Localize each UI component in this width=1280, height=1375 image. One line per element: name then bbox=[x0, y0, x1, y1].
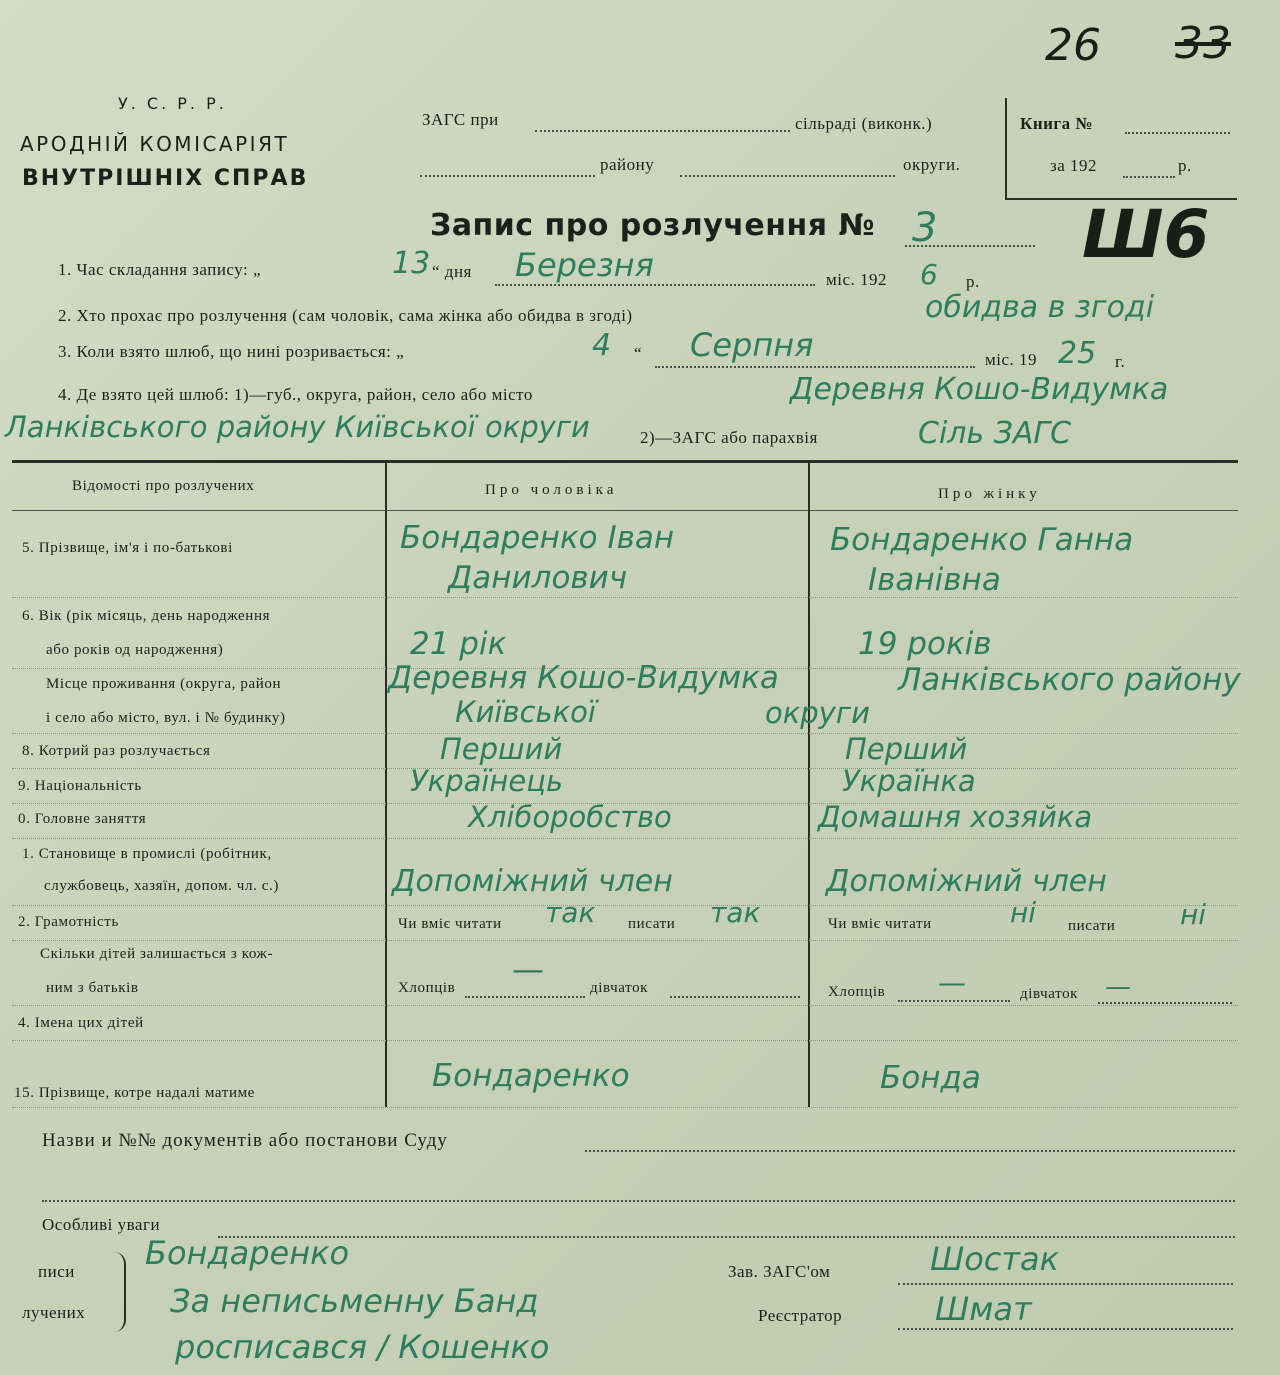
record-number: 3 bbox=[912, 205, 938, 251]
head-label: Зав. ЗАГС'ом bbox=[728, 1262, 831, 1281]
special-notes-line bbox=[218, 1236, 1235, 1238]
field1-month-line bbox=[495, 284, 815, 286]
documents-line-2 bbox=[42, 1200, 1235, 1202]
husband-write-value: так bbox=[710, 896, 761, 929]
row-line bbox=[12, 1005, 1238, 1006]
husband-age: 21 рік bbox=[410, 626, 507, 662]
col-info-header: Відомості про розлучених bbox=[72, 478, 255, 494]
field4-label: 4. Де взято цей шлюб: 1)—губ., округа, район, село або місто bbox=[58, 385, 533, 404]
husband-read-value: так bbox=[545, 896, 596, 929]
row-line bbox=[12, 905, 1238, 906]
registrar-signature: Шмат bbox=[935, 1290, 1032, 1328]
row-line bbox=[12, 733, 1238, 734]
field4-line2: Ланківського району Київської округи bbox=[5, 410, 590, 444]
field1-r: р. bbox=[966, 272, 980, 291]
row6a-label: 6. Вік (рік місяць, день народження bbox=[22, 608, 271, 624]
field4-value: Деревня Кошо-Видумка bbox=[790, 372, 1169, 407]
table-header-bottom bbox=[12, 510, 1238, 511]
wife-read-label: Чи вміє читати bbox=[828, 916, 932, 932]
wife-position: Допоміжний член bbox=[826, 864, 1107, 899]
col-husband-header: Про чоловіка bbox=[485, 482, 618, 498]
husband-name-2: Данилович bbox=[448, 560, 628, 596]
husband-boys-line bbox=[465, 996, 585, 998]
husband-residence-2: Київської bbox=[455, 695, 596, 729]
field1-mis: міс. 192 bbox=[826, 270, 888, 289]
stamp-mark: Ш6 bbox=[1082, 196, 1210, 273]
row12-label: 2. Грамотність bbox=[18, 914, 119, 930]
wife-boys-line bbox=[898, 1000, 1010, 1002]
signature-1: Бондаренко bbox=[145, 1234, 350, 1272]
wife-nationality: Українка bbox=[842, 764, 976, 798]
wife-read-value: ні bbox=[1010, 896, 1037, 929]
field3-label: 3. Коли взято шлюб, що нині розривається: „ bbox=[58, 342, 405, 361]
row9-label: 9. Національність bbox=[18, 778, 142, 794]
row8-label: 8. Котрий раз розлучається bbox=[22, 743, 211, 759]
wife-occupation: Домашня хозяйка bbox=[818, 800, 1093, 834]
field3-month: Серпня bbox=[690, 326, 814, 364]
row-line bbox=[12, 1107, 1238, 1108]
book-number-line bbox=[1125, 132, 1230, 134]
row-line bbox=[12, 597, 1238, 598]
book-year-line bbox=[1123, 176, 1175, 178]
wife-residence-1: Ланківського району bbox=[898, 662, 1241, 698]
husband-times: Перший bbox=[440, 732, 563, 766]
book-year-suffix: р. bbox=[1178, 156, 1192, 175]
wife-girls-label: дівчаток bbox=[1020, 986, 1079, 1002]
book-box-left bbox=[1005, 98, 1007, 200]
signature-3: росписався / Кошенко bbox=[175, 1328, 550, 1366]
field1-day: 13 bbox=[392, 246, 431, 281]
husband-occupation: Хліборобство bbox=[468, 800, 672, 834]
documents-label: Назви и №№ документів або постанови Суду bbox=[42, 1130, 448, 1151]
archive-number-struck: 33 bbox=[1175, 18, 1231, 69]
husband-boys-value: — bbox=[512, 950, 544, 988]
husband-girls-line bbox=[670, 996, 800, 998]
field2-label: 2. Хто прохає про розлучення (сам чоловік, сама жінка або обидва в згоді) bbox=[58, 306, 633, 325]
field3-g: г. bbox=[1115, 352, 1126, 371]
wife-times: Перший bbox=[845, 732, 968, 766]
signature-2: За неписьменну Банд bbox=[170, 1282, 539, 1320]
field3-quote-close: “ bbox=[634, 344, 643, 363]
wife-age: 19 років bbox=[858, 626, 992, 662]
row-line bbox=[12, 940, 1238, 941]
rayonu-label: району bbox=[600, 155, 655, 174]
field1-month: Березня bbox=[515, 246, 654, 284]
registrar-label: Реєстратор bbox=[758, 1306, 843, 1325]
book-label: Книга № bbox=[1020, 114, 1093, 133]
okrugy-label: округи. bbox=[903, 155, 961, 174]
table-divider-2 bbox=[808, 462, 810, 1107]
row11a-label: 1. Становище в промислі (робітник, bbox=[22, 846, 272, 862]
husband-surname-after: Бондаренко bbox=[432, 1058, 630, 1094]
row7b-label: і село або місто, вул. і № будинку) bbox=[46, 710, 286, 726]
table-top-border bbox=[12, 460, 1238, 463]
documents-line bbox=[585, 1150, 1235, 1152]
row6b-label: або років од народження) bbox=[46, 642, 224, 658]
row-line bbox=[12, 838, 1238, 839]
row15-label: 15. Прізвище, котре надалі матиме bbox=[14, 1085, 255, 1101]
husband-position: Допоміжний член bbox=[392, 864, 673, 899]
zags-pry-label: ЗАГС при bbox=[422, 110, 499, 129]
row11b-label: службовець, хазяїн, допом. чл. с.) bbox=[44, 878, 279, 894]
archive-number: 26 bbox=[1045, 20, 1101, 71]
row7a-label: Місце проживання (округа, район bbox=[46, 676, 282, 692]
commissariat-line1: АРОДНІЙ КОМІСАРІЯТ bbox=[20, 132, 290, 156]
row-line bbox=[12, 768, 1238, 769]
field2-value: обидва в згоді bbox=[925, 290, 1155, 325]
wife-surname-after: Бонда bbox=[880, 1060, 981, 1096]
signatures-label-1: писи bbox=[38, 1262, 75, 1281]
signatures-brace bbox=[112, 1252, 126, 1332]
husband-name-1: Бондаренко Іван bbox=[400, 520, 675, 556]
head-line bbox=[898, 1283, 1233, 1285]
field3-day: 4 bbox=[592, 328, 612, 363]
wife-girls-value: — bbox=[1105, 972, 1131, 1002]
signatures-label-2: лучених bbox=[22, 1303, 86, 1322]
husband-boys-label: Хлопців bbox=[398, 980, 456, 996]
wife-girls-line bbox=[1098, 1002, 1232, 1004]
okrug-line bbox=[680, 175, 895, 177]
row13b-label: ним з батьків bbox=[46, 980, 139, 996]
wife-write-label: писати bbox=[1068, 918, 1116, 934]
field3-year-digit: 25 bbox=[1058, 336, 1097, 371]
field1-quote-close: “ дня bbox=[432, 262, 472, 281]
col-wife-header: Про жінку bbox=[938, 486, 1041, 502]
table-divider-1 bbox=[385, 462, 387, 1107]
field4-part2: 2)—ЗАГС або парахвія bbox=[640, 428, 818, 447]
field3-month-line bbox=[655, 366, 975, 368]
special-notes-label: Особливі уваги bbox=[42, 1215, 161, 1234]
field1-label: 1. Час складання запису: „ bbox=[58, 260, 262, 279]
husband-girls-label: дівчаток bbox=[590, 980, 649, 996]
husband-nationality: Українець bbox=[410, 764, 564, 798]
husband-residence-1: Деревня Кошо-Видумка bbox=[388, 660, 779, 696]
row14-label: 4. Імена цих дітей bbox=[18, 1015, 144, 1031]
record-title: Запис про розлучення № bbox=[430, 208, 876, 243]
silradi-label: сільраді (виконк.) bbox=[795, 114, 933, 133]
wife-write-value: ні bbox=[1180, 898, 1207, 931]
field3-mis: міс. 19 bbox=[985, 350, 1038, 369]
wife-name-2: Іванівна bbox=[868, 562, 1001, 598]
book-year-label: за 192 bbox=[1050, 156, 1098, 175]
zags-pry-line bbox=[535, 130, 790, 132]
row13a-label: Скільки дітей залишається з кож- bbox=[40, 946, 274, 962]
row5-label: 5. Прізвище, ім'я і по-батькові bbox=[22, 540, 233, 556]
husband-read-label: Чи вміє читати bbox=[398, 916, 502, 932]
rayon-line-before bbox=[420, 175, 595, 177]
wife-boys-value: — bbox=[938, 966, 966, 999]
row-line bbox=[12, 1040, 1238, 1041]
commissariat-line2: ВНУТРІШНІХ СПРАВ bbox=[22, 166, 309, 191]
row10-label: 0. Головне заняття bbox=[18, 811, 147, 827]
wife-boys-label: Хлопців bbox=[828, 984, 886, 1000]
registrar-line bbox=[898, 1328, 1233, 1330]
wife-name-1: Бондаренко Ганна bbox=[830, 522, 1134, 558]
husband-write-label: писати bbox=[628, 916, 676, 932]
head-signature: Шостак bbox=[930, 1240, 1059, 1278]
wife-residence-2: округи bbox=[765, 696, 870, 730]
field4-zags: Сіль ЗАГС bbox=[918, 416, 1072, 451]
republic-label: У. С. Р. Р. bbox=[118, 94, 227, 113]
field1-year-digit: 6 bbox=[920, 258, 938, 291]
